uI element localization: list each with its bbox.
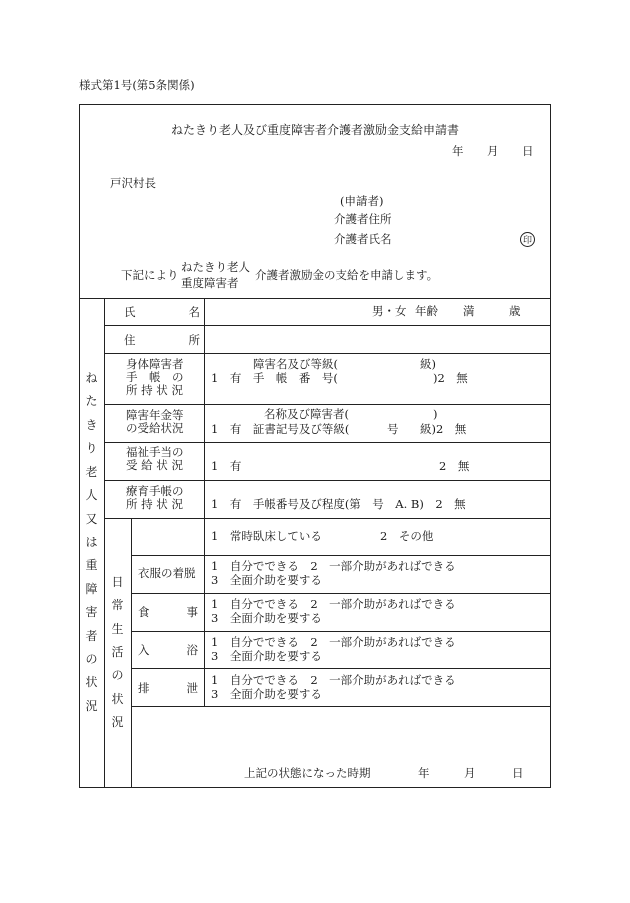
welfare-has[interactable]: 1 有 xyxy=(211,459,242,473)
addressee: 戸沢村長 xyxy=(110,176,156,190)
row-label-address: 住 所 xyxy=(124,333,200,347)
pension-none[interactable]: 級)2 無 xyxy=(420,422,467,436)
welfare-none[interactable]: 2 無 xyxy=(439,459,470,473)
daily-column-line xyxy=(131,518,132,788)
disability-book-none[interactable]: )2 無 xyxy=(433,371,468,385)
section-column-line xyxy=(104,298,105,788)
row-divider xyxy=(104,442,551,443)
pension-name: 名称及び障害者( xyxy=(264,407,349,421)
date-year: 年 xyxy=(452,144,464,158)
bedridden-option-2[interactable]: 2 その他 xyxy=(380,529,434,543)
activity-dressing-options[interactable]: 1 自分でできる 2 一部介助があればできる xyxy=(211,559,456,573)
onset-day: 日 xyxy=(512,766,524,780)
activity-label-eating: 食 事 xyxy=(138,605,198,619)
activity-eating-options[interactable]: 1 自分でできる 2 一部介助があればできる xyxy=(211,597,456,611)
row-divider xyxy=(104,353,551,354)
disability-grade-close: 級) xyxy=(420,357,436,371)
disability-name-grade: 障害名及び等級( xyxy=(253,357,338,371)
activity-bathing-options[interactable]: 1 自分でできる 2 一部介助があればできる xyxy=(211,635,456,649)
row-label-disability-book: 身体障害者 手 帳 の 所 持 状 況 xyxy=(126,357,184,398)
label-column-line-lower xyxy=(204,518,205,706)
sex-choice[interactable]: 男・女 xyxy=(372,304,407,318)
row-label-welfare: 福祉手当の 受 給 状 況 xyxy=(126,445,184,473)
daily-life-label-vertical: 日 常 生 活 の 状 況 xyxy=(111,575,124,729)
row-divider xyxy=(104,518,551,519)
date-month: 月 xyxy=(487,144,499,158)
seal-mark: 印 xyxy=(520,232,535,247)
row-divider xyxy=(104,325,551,326)
row-divider xyxy=(131,631,551,632)
disability-book-has[interactable]: 1 有 手 帳 番 号( xyxy=(211,371,338,385)
activity-excretion-option-3[interactable]: 3 全面介助を要する xyxy=(211,687,322,701)
row-divider xyxy=(131,668,551,669)
pension-number-label: 号 xyxy=(387,422,399,436)
pension-name-close: ) xyxy=(433,407,438,421)
applicant-name-label: 介護者氏名 xyxy=(334,232,392,246)
activity-label-excretion: 排 泄 xyxy=(138,681,198,695)
activity-dressing-option-3[interactable]: 3 全面介助を要する xyxy=(211,573,322,587)
onset-month: 月 xyxy=(464,766,476,780)
age-label: 年齢 xyxy=(415,304,438,318)
onset-year: 年 xyxy=(418,766,430,780)
form-title: ねたきり老人及び重度障害者介護者激励金支給申請書 xyxy=(170,123,459,137)
bedridden-option-1[interactable]: 1 常時臥床している xyxy=(211,529,322,543)
request-choice-elderly[interactable]: ねたきり老人 xyxy=(181,260,250,274)
section-label-vertical: ね た き り 老 人 又 は 重 障 害 者 の 状 況 xyxy=(85,371,98,713)
onset-label: 上記の状態になった時期 xyxy=(244,766,371,780)
date-day: 日 xyxy=(522,144,534,158)
header-divider xyxy=(79,298,551,299)
activity-label-dressing: 衣服の着脱 xyxy=(138,566,196,580)
request-prefix: 下記により xyxy=(121,268,179,282)
request-choice-disabled[interactable]: 重度障害者 xyxy=(181,276,239,290)
row-divider xyxy=(104,480,551,481)
age-full-label: 満 xyxy=(463,304,475,318)
activity-label-bathing: 入 浴 xyxy=(138,643,198,657)
request-suffix: 介護者激励金の支給を申請します。 xyxy=(255,268,439,282)
applicant-address-label: 介護者住所 xyxy=(334,212,392,226)
ryoiku-options[interactable]: 1 有 手帳番号及び程度(第 号 A. B) 2 無 xyxy=(211,497,466,511)
applicant-heading: (申請者) xyxy=(340,194,384,208)
row-divider xyxy=(131,555,551,556)
row-divider xyxy=(131,706,551,707)
activity-eating-option-3[interactable]: 3 全面介助を要する xyxy=(211,611,322,625)
pension-has[interactable]: 1 有 証書記号及び等級( xyxy=(211,422,350,436)
form-number: 様式第1号(第5条関係) xyxy=(79,78,195,92)
row-divider xyxy=(131,593,551,594)
row-divider xyxy=(104,404,551,405)
row-label-name: 氏 名 xyxy=(124,305,200,319)
age-years-label: 歳 xyxy=(509,304,521,318)
activity-bathing-option-3[interactable]: 3 全面介助を要する xyxy=(211,649,322,663)
row-label-pension: 障害年金等 の受給状況 xyxy=(126,408,184,436)
label-column-line-upper xyxy=(204,298,205,518)
activity-excretion-options[interactable]: 1 自分でできる 2 一部介助があればできる xyxy=(211,673,456,687)
row-label-ryoiku: 療育手帳の 所 持 状 況 xyxy=(126,484,184,512)
